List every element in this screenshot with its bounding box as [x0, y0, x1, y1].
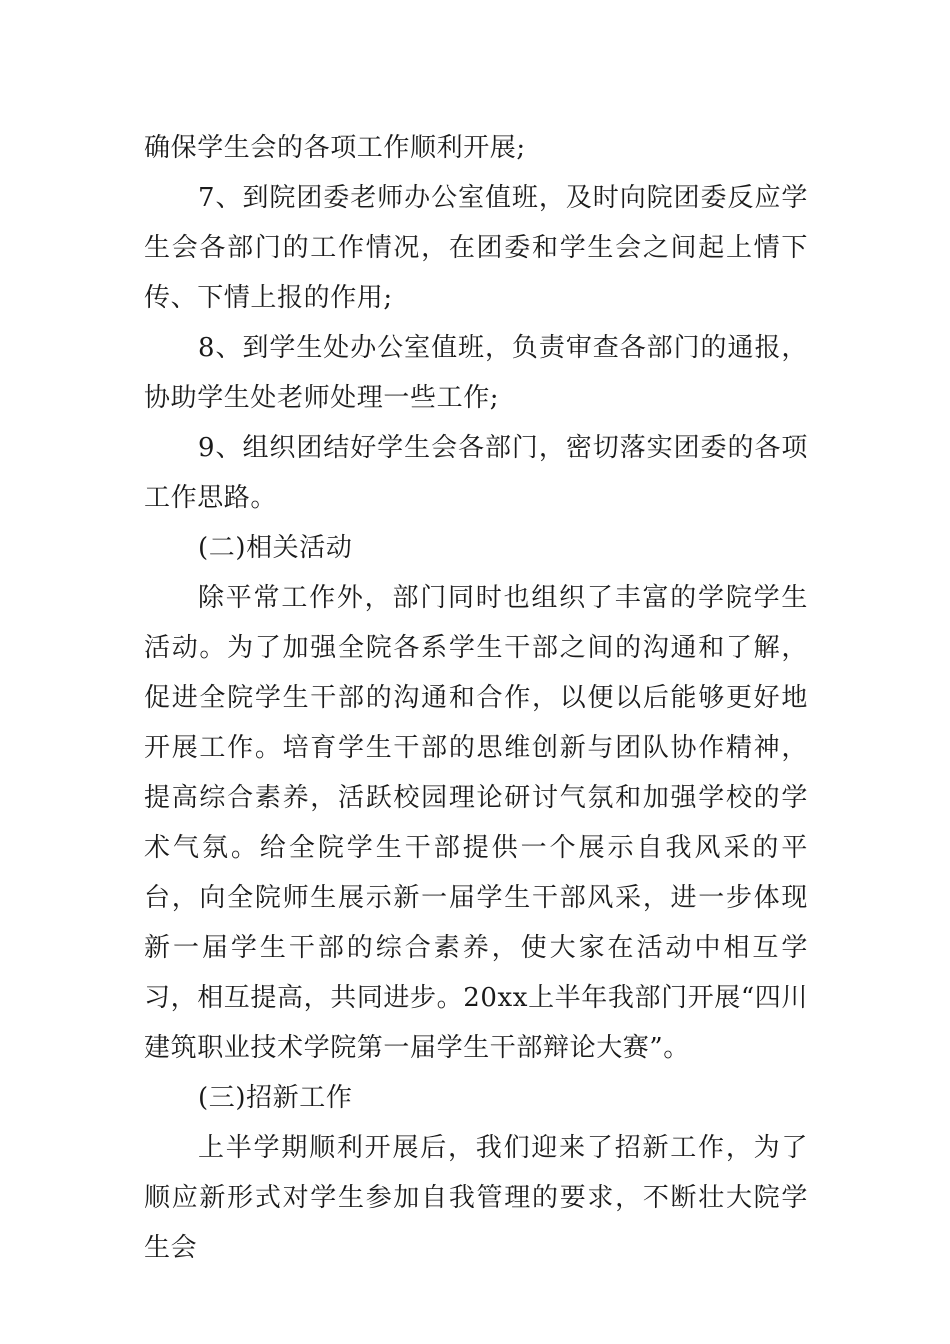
- document-body: [144, 123, 808, 1273]
- paragraph-item-7: 7、到院团委老师办公室值班，及时向院团委反应学生会各部门的工作情况，在团委和学生会之间起上情下传、下情上报的作用;: [144, 183, 808, 313]
- paragraph-recruitment: 上半学期顺利开展后，我们迎来了招新工作，为了顺应新形式对学生参加自我管理的要求，不断壮大院学生会: [144, 1133, 808, 1263]
- paragraph-activities: 除平常工作外，部门同时也组织了丰富的学院学生活动。为了加强全院各系学生干部之间的沟通和了解，促进全院学生干部的沟通和合作，以便以后能够更好地开展工作。培育学生干部的思维创新与团队协作精神，提高综合素养，活跃校园理论研讨气氛和加强学校的学术气氛。给全院学生干部提供一个展示自我风采的平台，向全院师生展示新一届学生干部风采，进一步体现新一届学生干部的综合素养，使大家在活动中相互学习，相互提高，共同进步。20xx上半年我部门开展“四川建筑职业技术学院第一届学生干部辩论大赛”。: [144, 583, 808, 1063]
- paragraph-continuation: 确保学生会的各项工作顺利开展;: [144, 133, 526, 163]
- section-heading-recruitment: (三)招新工作: [198, 1083, 353, 1113]
- paragraph-item-9: 9、组织团结好学生会各部门，密切落实团委的各项工作思路。: [144, 433, 808, 513]
- paragraph-item-8: 8、到学生处办公室值班，负责审查各部门的通报，协助学生处老师处理一些工作;: [144, 333, 808, 413]
- section-heading-related-activities: (二)相关活动: [198, 533, 353, 563]
